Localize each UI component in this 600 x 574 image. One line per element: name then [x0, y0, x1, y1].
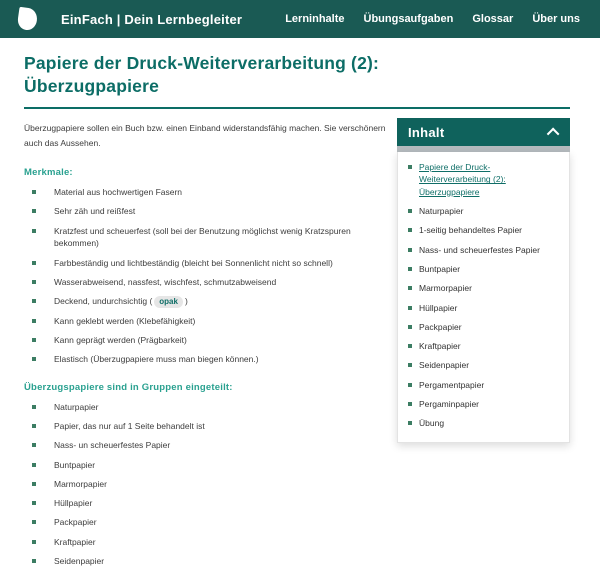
toc-item[interactable] — [406, 263, 561, 275]
nav-item-glossar[interactable]: Glossar — [472, 13, 514, 25]
toc-item[interactable] — [406, 244, 561, 256]
gruppen-item-label: Naturpapier — [54, 401, 99, 412]
nav-item-ueber-uns[interactable]: Über uns — [532, 13, 580, 25]
gruppen-item — [24, 497, 392, 510]
toc-item[interactable] — [406, 321, 561, 333]
merkmale-item-label: Deckend, undurchsichtig ( opak ) — [54, 296, 188, 307]
bullet-square-icon — [32, 501, 36, 505]
bullet-square-icon — [408, 248, 412, 252]
merkmale-list — [24, 186, 392, 366]
bullet-square-icon — [32, 209, 36, 213]
gruppen-item — [24, 516, 392, 529]
toc-item-label: Papiere der Druck-Weiterverarbeitung (2): Überzugpapiere — [419, 162, 506, 197]
bullet-square-icon — [408, 325, 412, 329]
nav-item-uebungsaufgaben[interactable]: Übungsaufgaben — [363, 13, 454, 25]
toc-item-label: Hüllpapier — [419, 302, 458, 313]
toc-item-label: Kraftpapier — [419, 341, 461, 352]
toc-body — [397, 152, 570, 443]
gruppen-item — [24, 420, 392, 433]
bullet-square-icon — [32, 482, 36, 486]
bullet-square-icon — [408, 228, 412, 232]
bullet-square-icon — [408, 165, 412, 169]
gruppen-item-label: Papier, das nur auf 1 Seite behandelt ist — [54, 421, 205, 432]
bullet-square-icon — [408, 421, 412, 425]
toc-item-active[interactable] — [406, 161, 561, 198]
merkmale-item-label: Kratzfest und scheuerfest (soll bei der Benutzung möglichst wenig Kratzspuren bekommen) — [54, 225, 351, 249]
toc-item[interactable] — [406, 340, 561, 352]
opak-badge: opak — [154, 296, 183, 308]
toc-item[interactable] — [406, 359, 561, 371]
bullet-square-icon — [32, 443, 36, 447]
toc-item-label: Marmorpapier — [419, 283, 472, 294]
table-of-contents — [397, 118, 570, 443]
gruppen-item-label: Buntpapier — [54, 459, 96, 470]
merkmale-item — [24, 205, 392, 218]
toc-item-label: 1-seitig behandeltes Papier — [419, 225, 523, 236]
toc-item[interactable] — [406, 205, 561, 217]
intro-paragraph: Überzugpapiere sollen ein Buch bzw. einen Einband widerstandsfähig machen. Sie verschönern auch das Aussehen. — [24, 122, 386, 148]
gruppen-item-label: Marmorpapier — [54, 478, 107, 489]
bullet-square-icon — [32, 405, 36, 409]
toc-item[interactable] — [406, 302, 561, 314]
toc-item-label: Übung — [419, 418, 445, 429]
gruppen-item — [24, 555, 392, 568]
bullet-square-icon — [32, 319, 36, 323]
merkmale-item — [24, 295, 392, 308]
gruppen-item-label: Packpapier — [54, 517, 97, 528]
toc-item-label: Nass- und scheuerfestes Papier — [419, 244, 540, 255]
toc-item-label: Pergaminpapier — [419, 399, 480, 410]
gruppen-item-label: Nass- un scheuerfestes Papier — [54, 440, 171, 451]
gruppen-item-label: Kraftpapier — [54, 536, 96, 547]
gruppen-item — [24, 459, 392, 472]
toc-item[interactable] — [406, 398, 561, 410]
toc-item[interactable] — [406, 379, 561, 391]
bullet-square-icon — [32, 540, 36, 544]
bullet-square-icon — [408, 306, 412, 310]
bullet-square-icon — [32, 299, 36, 303]
merkmale-item-label: Kann geklebt werden (Klebefähigkeit) — [54, 315, 196, 326]
page-title: Papiere der Druck-Weiterverarbeitung (2): Überzugpapiere — [24, 53, 380, 96]
bullet-square-icon — [32, 559, 36, 563]
bullet-square-icon — [408, 363, 412, 367]
bullet-square-icon — [408, 286, 412, 290]
merkmale-item — [24, 276, 392, 289]
gruppen-item — [24, 439, 392, 452]
bullet-square-icon — [32, 280, 36, 284]
bullet-square-icon — [408, 209, 412, 213]
gruppen-list — [24, 401, 392, 568]
merkmale-item-label: Material aus hochwertigen Fasern — [54, 187, 183, 198]
merkmale-heading: Merkmale: — [24, 167, 73, 179]
bullet-square-icon — [32, 424, 36, 428]
bullet-square-icon — [32, 190, 36, 194]
home-link[interactable] — [18, 8, 242, 30]
bullet-square-icon — [408, 344, 412, 348]
merkmale-item — [24, 186, 392, 199]
merkmale-item — [24, 225, 392, 251]
gruppen-item — [24, 401, 392, 414]
merkmale-item-label: Sehr zäh und reißfest — [54, 206, 136, 217]
top-nav — [285, 13, 580, 25]
toc-item-label: Packpapier — [419, 321, 462, 332]
bullet-square-icon — [408, 267, 412, 271]
toc-item-label: Pergamentpapier — [419, 379, 485, 390]
gruppen-item-label: Hüllpapier — [54, 498, 93, 509]
merkmale-item-label: Farbbeständig und lichtbeständig (bleicht bei Sonnenlicht nicht so schnell) — [54, 257, 333, 268]
bullet-square-icon — [408, 402, 412, 406]
bullet-square-icon — [32, 463, 36, 467]
gruppen-item — [24, 478, 392, 491]
brand-title: EinFach | Dein Lernbegleiter — [61, 11, 243, 27]
merkmale-item — [24, 315, 392, 328]
gruppen-item — [24, 536, 392, 549]
bullet-square-icon — [32, 520, 36, 524]
toc-list — [406, 161, 561, 430]
toc-item[interactable] — [406, 224, 561, 236]
chevron-up-icon — [547, 127, 560, 140]
merkmale-item-label: Elastisch (Überzugpapiere muss man biegen können.) — [54, 354, 259, 365]
merkmale-item — [24, 353, 392, 366]
toc-collapse-button[interactable] — [397, 118, 570, 146]
title-divider — [24, 107, 570, 109]
merkmale-item — [24, 334, 392, 347]
merkmale-item-label: Kann geprägt werden (Prägbarkeit) — [54, 334, 187, 345]
drop-logo-icon — [17, 7, 39, 31]
toc-item-label: Seidenpapier — [419, 360, 470, 371]
main-content — [24, 52, 392, 574]
toc-item[interactable] — [406, 282, 561, 294]
merkmale-item-label: Wasserabweisend, nassfest, wischfest, schmutzabweisend — [54, 276, 277, 287]
app-header — [0, 0, 600, 38]
bullet-square-icon — [32, 261, 36, 265]
toc-title: Inhalt — [408, 124, 445, 140]
nav-item-lerninhalte[interactable]: Lerninhalte — [285, 13, 345, 25]
toc-item[interactable] — [406, 417, 561, 429]
bullet-square-icon — [32, 338, 36, 342]
gruppen-item-label: Seidenpapier — [54, 555, 105, 566]
bullet-square-icon — [32, 357, 36, 361]
bullet-square-icon — [32, 229, 36, 233]
merkmale-item — [24, 257, 392, 270]
toc-item-label: Naturpapier — [419, 205, 464, 216]
bullet-square-icon — [408, 383, 412, 387]
gruppen-heading: Überzugspapiere sind in Gruppen eingeteilt: — [24, 381, 233, 393]
toc-item-label: Buntpapier — [419, 263, 461, 274]
